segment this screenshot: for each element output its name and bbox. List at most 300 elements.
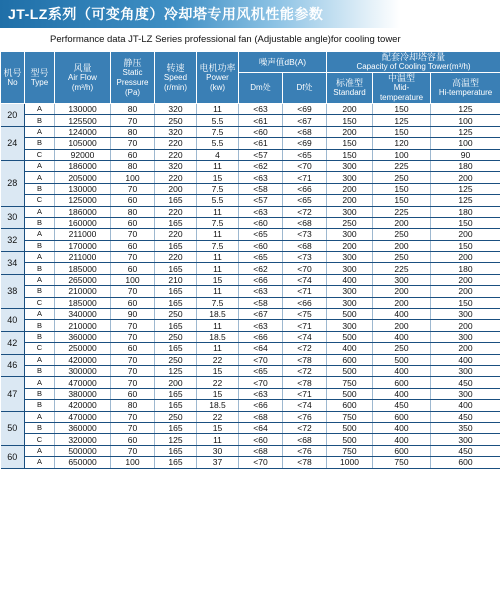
table-row (1, 229, 500, 240)
noise-df-cell: <72 (283, 206, 327, 217)
col-type-cn: 型号 (30, 67, 49, 78)
noise-df-cell: <78 (283, 354, 327, 365)
power-cell: 11 (197, 252, 239, 263)
type-cell: B (25, 115, 55, 126)
pressure-cell: 70 (111, 422, 155, 433)
type-cell: B (25, 286, 55, 297)
hi-capacity-cell: 450 (431, 445, 500, 456)
mid-capacity-cell: 500 (373, 354, 431, 365)
airflow-cell: 205000 (55, 172, 111, 183)
noise-dm-cell: <63 (239, 172, 283, 183)
col-power-en2: (kw) (209, 82, 226, 92)
speed-cell: 210 (155, 274, 197, 285)
table-row (1, 172, 500, 183)
airflow-cell: 105000 (55, 138, 111, 149)
speed-cell: 165 (155, 297, 197, 308)
mid-capacity-cell: 200 (373, 320, 431, 331)
pressure-cell: 60 (111, 149, 155, 160)
pressure-cell: 70 (111, 252, 155, 263)
col-pressure-en1: Static (122, 67, 143, 77)
type-cell: A (25, 172, 55, 183)
table-row (1, 115, 500, 126)
standard-capacity-cell: 500 (327, 434, 373, 445)
col-speed-cn: 转速 (166, 62, 185, 73)
mid-capacity-cell: 200 (373, 286, 431, 297)
hi-capacity-cell: 125 (431, 195, 500, 206)
noise-df-cell: <78 (283, 457, 327, 468)
airflow-cell: 320000 (55, 434, 111, 445)
table-row (1, 343, 500, 354)
col-power-header (197, 52, 239, 104)
power-cell: 7.5 (197, 297, 239, 308)
noise-dm-cell: <63 (239, 286, 283, 297)
mid-capacity-cell: 200 (373, 297, 431, 308)
standard-capacity-cell: 600 (327, 354, 373, 365)
type-cell: B (25, 400, 55, 411)
noise-df-cell: <67 (283, 115, 327, 126)
type-cell: A (25, 206, 55, 217)
airflow-cell: 420000 (55, 400, 111, 411)
table-row (1, 195, 500, 206)
standard-capacity-cell: 300 (327, 206, 373, 217)
power-cell: 18.5 (197, 309, 239, 320)
hi-capacity-cell: 180 (431, 263, 500, 274)
noise-df-cell: <71 (283, 172, 327, 183)
speed-cell: 165 (155, 445, 197, 456)
pressure-cell: 60 (111, 343, 155, 354)
mid-capacity-cell: 600 (373, 377, 431, 388)
power-cell: 30 (197, 445, 239, 456)
noise-dm-cell: <70 (239, 377, 283, 388)
standard-capacity-cell: 500 (327, 388, 373, 399)
table-row (1, 104, 500, 115)
table-row (1, 331, 500, 342)
type-cell: A (25, 160, 55, 171)
type-cell: B (25, 422, 55, 433)
type-cell: C (25, 297, 55, 308)
mid-capacity-cell: 150 (373, 104, 431, 115)
power-cell: 18.5 (197, 400, 239, 411)
mid-capacity-cell: 450 (373, 400, 431, 411)
airflow-cell: 380000 (55, 388, 111, 399)
speed-cell: 200 (155, 377, 197, 388)
table-row (1, 297, 500, 308)
mid-capacity-cell: 600 (373, 411, 431, 422)
table-row (1, 365, 500, 376)
noise-df-cell: <65 (283, 149, 327, 160)
standard-capacity-cell: 300 (327, 297, 373, 308)
noise-dm-cell: <57 (239, 149, 283, 160)
table-row (1, 149, 500, 160)
standard-capacity-cell: 750 (327, 377, 373, 388)
mid-capacity-cell: 400 (373, 309, 431, 320)
pressure-cell: 60 (111, 195, 155, 206)
airflow-cell: 125000 (55, 195, 111, 206)
table-row (1, 400, 500, 411)
col-type-en: Type (30, 77, 49, 87)
pressure-cell: 80 (111, 126, 155, 137)
hi-capacity-cell: 600 (431, 457, 500, 468)
type-cell: A (25, 354, 55, 365)
table-row (1, 354, 500, 365)
airflow-cell: 360000 (55, 422, 111, 433)
speed-cell: 220 (155, 229, 197, 240)
table-row (1, 377, 500, 388)
noise-dm-cell: <58 (239, 297, 283, 308)
fan-performance-table (0, 51, 500, 469)
hi-capacity-cell: 300 (431, 388, 500, 399)
type-cell: B (25, 263, 55, 274)
noise-df-cell: <68 (283, 434, 327, 445)
hi-capacity-cell: 200 (431, 343, 500, 354)
col-mid-en: Mid-temperature (379, 83, 424, 102)
col-airflow-cn: 风量 (73, 62, 92, 73)
hi-capacity-cell: 180 (431, 206, 500, 217)
pressure-cell: 90 (111, 309, 155, 320)
hi-capacity-cell: 350 (431, 422, 500, 433)
noise-dm-cell: <70 (239, 354, 283, 365)
col-airflow-en1: Air Flow (68, 72, 97, 82)
airflow-cell: 125500 (55, 115, 111, 126)
col-speed-header (155, 52, 197, 104)
model-number-cell: 24 (1, 126, 25, 160)
table-row (1, 422, 500, 433)
pressure-cell: 60 (111, 388, 155, 399)
noise-dm-cell: <66 (239, 331, 283, 342)
noise-df-cell: <69 (283, 138, 327, 149)
airflow-cell: 650000 (55, 457, 111, 468)
noise-dm-cell: <65 (239, 229, 283, 240)
table-row (1, 309, 500, 320)
table-row (1, 457, 500, 468)
hi-capacity-cell: 300 (431, 365, 500, 376)
col-pressure-header (111, 52, 155, 104)
noise-dm-cell: <60 (239, 126, 283, 137)
pressure-cell: 60 (111, 217, 155, 228)
standard-capacity-cell: 150 (327, 138, 373, 149)
noise-df-cell: <72 (283, 422, 327, 433)
mid-capacity-cell: 400 (373, 422, 431, 433)
power-cell: 15 (197, 274, 239, 285)
noise-df-cell: <76 (283, 445, 327, 456)
power-cell: 15 (197, 388, 239, 399)
noise-df-cell: <70 (283, 263, 327, 274)
noise-dm-cell: <60 (239, 434, 283, 445)
type-cell: B (25, 331, 55, 342)
noise-df-cell: <72 (283, 343, 327, 354)
type-cell: B (25, 320, 55, 331)
mid-capacity-cell: 225 (373, 160, 431, 171)
col-hi-en: Hi-temperature (438, 88, 493, 97)
speed-cell: 220 (155, 252, 197, 263)
power-cell: 7.5 (197, 183, 239, 194)
title-banner (0, 0, 500, 28)
table-row (1, 445, 500, 456)
noise-dm-cell: <62 (239, 160, 283, 171)
col-capacity-header (327, 52, 500, 73)
hi-capacity-cell: 450 (431, 411, 500, 422)
standard-capacity-cell: 300 (327, 229, 373, 240)
airflow-cell: 186000 (55, 160, 111, 171)
power-cell: 7.5 (197, 217, 239, 228)
standard-capacity-cell: 500 (327, 422, 373, 433)
model-number-cell: 60 (1, 445, 25, 468)
standard-capacity-cell: 300 (327, 160, 373, 171)
pressure-cell: 80 (111, 206, 155, 217)
noise-df-cell: <74 (283, 400, 327, 411)
speed-cell: 165 (155, 195, 197, 206)
col-type-header (25, 52, 55, 104)
model-number-cell: 20 (1, 104, 25, 127)
hi-capacity-cell: 200 (431, 172, 500, 183)
mid-capacity-cell: 250 (373, 343, 431, 354)
standard-capacity-cell: 500 (327, 331, 373, 342)
airflow-cell: 185000 (55, 297, 111, 308)
airflow-cell: 420000 (55, 354, 111, 365)
standard-capacity-cell: 200 (327, 126, 373, 137)
speed-cell: 250 (155, 331, 197, 342)
standard-capacity-cell: 200 (327, 183, 373, 194)
col-noise-df: Df处 (283, 73, 327, 104)
pressure-cell: 100 (111, 274, 155, 285)
mid-capacity-cell: 225 (373, 206, 431, 217)
noise-df-cell: <73 (283, 229, 327, 240)
noise-df-cell: <69 (283, 104, 327, 115)
type-cell: C (25, 149, 55, 160)
airflow-cell: 210000 (55, 286, 111, 297)
speed-cell: 165 (155, 388, 197, 399)
noise-df-cell: <71 (283, 286, 327, 297)
noise-dm-cell: <64 (239, 343, 283, 354)
hi-capacity-cell: 200 (431, 320, 500, 331)
table-header (1, 52, 500, 104)
noise-df-cell: <72 (283, 365, 327, 376)
noise-df-cell: <71 (283, 388, 327, 399)
power-cell: 11 (197, 206, 239, 217)
model-number-cell: 42 (1, 331, 25, 354)
pressure-cell: 70 (111, 354, 155, 365)
hi-capacity-cell: 125 (431, 183, 500, 194)
pressure-cell: 60 (111, 434, 155, 445)
noise-dm-cell: <61 (239, 115, 283, 126)
type-cell: A (25, 457, 55, 468)
col-airflow-en2: (m³/h) (71, 82, 94, 92)
power-cell: 7.5 (197, 126, 239, 137)
pressure-cell: 60 (111, 240, 155, 251)
noise-dm-cell: <60 (239, 217, 283, 228)
speed-cell: 125 (155, 365, 197, 376)
power-cell: 15 (197, 365, 239, 376)
pressure-cell: 100 (111, 457, 155, 468)
airflow-cell: 186000 (55, 206, 111, 217)
airflow-cell: 340000 (55, 309, 111, 320)
pressure-cell: 70 (111, 138, 155, 149)
mid-capacity-cell: 600 (373, 445, 431, 456)
airflow-cell: 470000 (55, 411, 111, 422)
table-row (1, 183, 500, 194)
speed-cell: 200 (155, 183, 197, 194)
airflow-cell: 124000 (55, 126, 111, 137)
table-row (1, 138, 500, 149)
power-cell: 15 (197, 172, 239, 183)
type-cell: A (25, 274, 55, 285)
type-cell: A (25, 126, 55, 137)
mid-capacity-cell: 200 (373, 240, 431, 251)
type-cell: B (25, 240, 55, 251)
power-cell: 22 (197, 354, 239, 365)
hi-capacity-cell: 125 (431, 126, 500, 137)
model-number-cell: 34 (1, 252, 25, 275)
model-number-cell: 47 (1, 377, 25, 411)
col-hi-cn: 高温型 (452, 78, 480, 88)
col-standard-en: Standard (333, 88, 366, 97)
power-cell: 7.5 (197, 240, 239, 251)
pressure-cell: 70 (111, 377, 155, 388)
col-speed-en2: (r/min) (163, 82, 188, 92)
noise-dm-cell: <61 (239, 138, 283, 149)
col-pressure-en3: (Pa) (124, 87, 141, 97)
model-number-cell: 40 (1, 309, 25, 332)
speed-cell: 320 (155, 104, 197, 115)
type-cell: A (25, 104, 55, 115)
airflow-cell: 300000 (55, 365, 111, 376)
airflow-cell: 130000 (55, 104, 111, 115)
speed-cell: 165 (155, 240, 197, 251)
type-cell: C (25, 195, 55, 206)
col-power-en1: Power (206, 72, 229, 82)
airflow-cell: 92000 (55, 149, 111, 160)
pressure-cell: 70 (111, 115, 155, 126)
model-number-cell: 38 (1, 274, 25, 308)
col-power-cn: 电机功率 (199, 62, 236, 73)
noise-df-cell: <78 (283, 377, 327, 388)
mid-capacity-cell: 250 (373, 172, 431, 183)
table-row (1, 160, 500, 171)
model-number-cell: 50 (1, 411, 25, 445)
speed-cell: 250 (155, 411, 197, 422)
speed-cell: 165 (155, 343, 197, 354)
pressure-cell: 70 (111, 331, 155, 342)
mid-capacity-cell: 225 (373, 263, 431, 274)
hi-capacity-cell: 100 (431, 115, 500, 126)
power-cell: 22 (197, 377, 239, 388)
noise-df-cell: <70 (283, 160, 327, 171)
type-cell: A (25, 377, 55, 388)
airflow-cell: 130000 (55, 183, 111, 194)
standard-capacity-cell: 200 (327, 195, 373, 206)
airflow-cell: 470000 (55, 377, 111, 388)
airflow-cell: 160000 (55, 217, 111, 228)
hi-capacity-cell: 200 (431, 286, 500, 297)
noise-df-cell: <68 (283, 126, 327, 137)
hi-capacity-cell: 150 (431, 297, 500, 308)
hi-capacity-cell: 200 (431, 274, 500, 285)
table-row (1, 388, 500, 399)
noise-df-cell: <74 (283, 274, 327, 285)
hi-capacity-cell: 125 (431, 104, 500, 115)
speed-cell: 220 (155, 149, 197, 160)
airflow-cell: 360000 (55, 331, 111, 342)
noise-dm-cell: <66 (239, 400, 283, 411)
noise-df-cell: <74 (283, 331, 327, 342)
model-number-cell: 30 (1, 206, 25, 229)
table-row (1, 206, 500, 217)
type-cell: B (25, 217, 55, 228)
airflow-cell: 210000 (55, 320, 111, 331)
model-number-cell: 28 (1, 160, 25, 206)
mid-capacity-cell: 250 (373, 229, 431, 240)
pressure-cell: 80 (111, 160, 155, 171)
noise-dm-cell: <67 (239, 309, 283, 320)
noise-dm-cell: <68 (239, 411, 283, 422)
pressure-cell: 70 (111, 183, 155, 194)
col-mid-cn: 中温型 (388, 73, 416, 83)
pressure-cell: 60 (111, 263, 155, 274)
standard-capacity-cell: 200 (327, 240, 373, 251)
hi-capacity-cell: 150 (431, 217, 500, 228)
standard-capacity-cell: 1000 (327, 457, 373, 468)
hi-capacity-cell: 300 (431, 331, 500, 342)
standard-capacity-cell: 600 (327, 400, 373, 411)
mid-capacity-cell: 120 (373, 138, 431, 149)
pressure-cell: 100 (111, 172, 155, 183)
col-standard-header (327, 73, 373, 104)
pressure-cell: 80 (111, 400, 155, 411)
mid-capacity-cell: 400 (373, 365, 431, 376)
noise-dm-cell: <58 (239, 183, 283, 194)
table-row (1, 320, 500, 331)
type-cell: B (25, 388, 55, 399)
model-number-cell: 46 (1, 354, 25, 377)
col-pressure-en2: Pressure (116, 77, 149, 87)
noise-dm-cell: <65 (239, 365, 283, 376)
table-body (1, 104, 500, 469)
speed-cell: 250 (155, 354, 197, 365)
speed-cell: 220 (155, 172, 197, 183)
hi-capacity-cell: 100 (431, 138, 500, 149)
table-row (1, 217, 500, 228)
type-cell: C (25, 434, 55, 445)
standard-capacity-cell: 300 (327, 286, 373, 297)
standard-capacity-cell: 750 (327, 445, 373, 456)
speed-cell: 125 (155, 434, 197, 445)
hi-capacity-cell: 400 (431, 400, 500, 411)
noise-dm-cell: <68 (239, 445, 283, 456)
standard-capacity-cell: 150 (327, 115, 373, 126)
mid-capacity-cell: 400 (373, 331, 431, 342)
mid-capacity-cell: 200 (373, 217, 431, 228)
power-cell: 11 (197, 286, 239, 297)
speed-cell: 165 (155, 320, 197, 331)
mid-capacity-cell: 750 (373, 457, 431, 468)
airflow-cell: 211000 (55, 229, 111, 240)
mid-capacity-cell: 400 (373, 388, 431, 399)
power-cell: 11 (197, 104, 239, 115)
noise-dm-cell: <63 (239, 388, 283, 399)
speed-cell: 165 (155, 286, 197, 297)
mid-capacity-cell: 100 (373, 149, 431, 160)
power-cell: 15 (197, 422, 239, 433)
standard-capacity-cell: 400 (327, 274, 373, 285)
power-cell: 11 (197, 434, 239, 445)
pressure-cell: 60 (111, 297, 155, 308)
hi-capacity-cell: 450 (431, 377, 500, 388)
hi-capacity-cell: 180 (431, 160, 500, 171)
type-cell: B (25, 183, 55, 194)
speed-cell: 220 (155, 138, 197, 149)
power-cell: 37 (197, 457, 239, 468)
col-hi-header (431, 73, 500, 104)
